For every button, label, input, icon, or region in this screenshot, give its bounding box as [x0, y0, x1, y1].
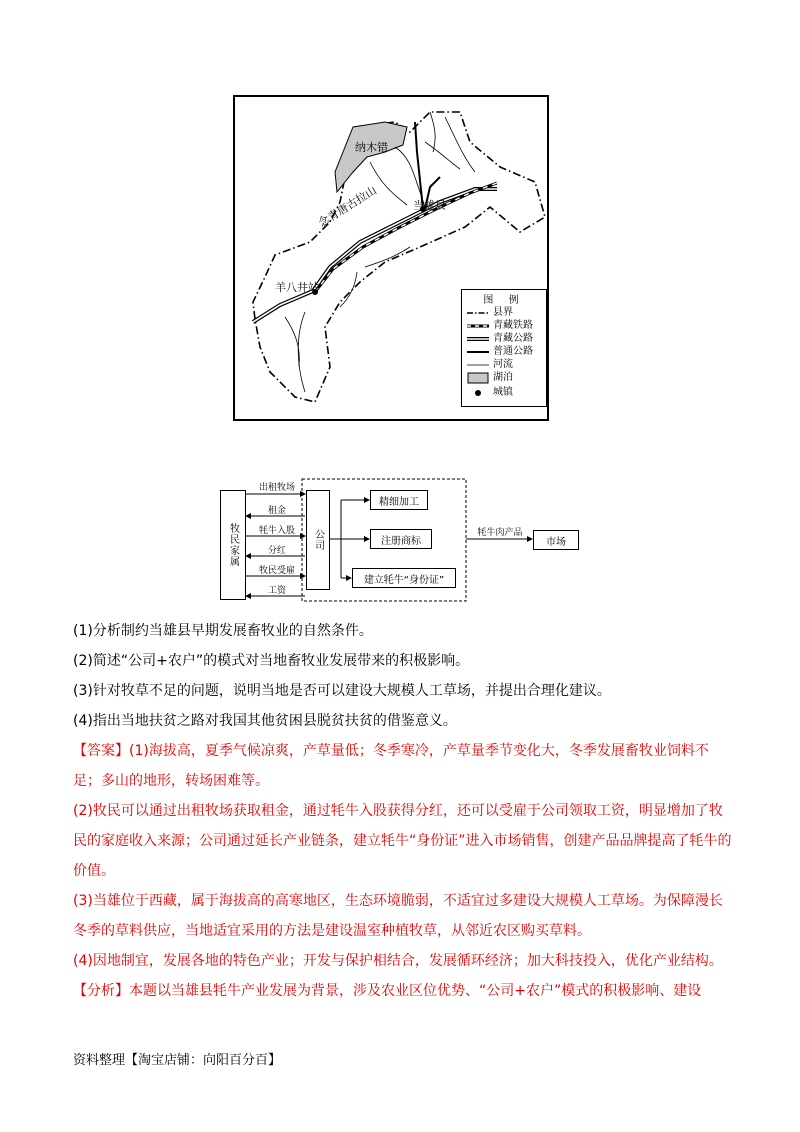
legend-lake: 湖泊 [466, 372, 546, 384]
mountain-label: 念青唐古拉山 [316, 183, 379, 230]
railway-symbol [466, 320, 490, 332]
highway-symbol [466, 333, 490, 345]
page-footer: 资料整理【淘宝店铺：向阳百分百】 [73, 1053, 282, 1068]
legend-railway: 青藏铁路 [466, 320, 546, 332]
answer-1: 【答案】(1)海拔高，夏季气候凉爽，产草量低；冬季寒冷，产草量季节变化大，冬季发展畜牧业饲料不足；多山的地形，转场困难等。 [73, 743, 709, 789]
answer-4: (4)因地制宜，发展各地的特色产业；开发与保护相结合，发展循环经济；加大科技投入，优化产业结构。 [73, 953, 723, 969]
town-symbol [466, 387, 490, 399]
answer-block [73, 736, 733, 1006]
flow-label-yak-share: 牦牛入股 [258, 526, 295, 536]
lake-label: 纳木错 [355, 141, 388, 154]
company-box: 公司 [306, 490, 330, 590]
flow-diagram [219, 478, 581, 603]
river-symbol [466, 359, 490, 371]
trademark-box: 注册商标 [370, 529, 432, 549]
legend-town: 城镇 [466, 387, 546, 399]
legend-county-boundary: 县界 [466, 307, 546, 319]
answer-2: (2)牧民可以通过出租牧场获取租金，通过牦牛入股获得分红，还可以受雇于公司领取工资，明显增加了牧民的家庭收入来源；公司通过延长产业链条，建立牦牛“身份证”进入市场销售，创建产品品牌提高了牦牛的价值。 [73, 803, 732, 879]
flow-label-rent: 租金 [267, 506, 286, 516]
lake-symbol [466, 372, 490, 384]
legend-title: 图 例 [483, 295, 525, 306]
map-legend [461, 289, 547, 407]
answer-3: (3)当雄位于西藏，属于海拔高的高寒地区，生态环境脆弱，不适宜过多建设大规模人工草场。为保障漫长冬季的草料供应，当地适宜采用的方法是建设温室种植牧草，从邻近农区购买草料。 [73, 893, 723, 939]
fine-processing-box: 精细加工 [370, 490, 428, 510]
question-2: (2)简述“公司+农户”的模式对当地畜牧业发展带来的积极影响。 [73, 653, 470, 669]
station-label: 羊八井站 [275, 281, 319, 294]
flow-label-yak-meat: 牦牛肉产品 [477, 528, 523, 538]
legend-river: 河流 [466, 359, 546, 371]
household-box: 牧民家属 [220, 490, 246, 600]
county-label: 当雄县 [413, 199, 446, 212]
flow-label-wage: 工资 [267, 586, 286, 596]
legend-highway: 青藏公路 [466, 333, 546, 345]
flow-label-employment: 牧民受雇 [258, 566, 295, 576]
question-4: (4)指出当地扶贫之路对我国其他贫困县脱贫扶贫的借鉴意义。 [73, 713, 457, 729]
question-1: (1)分析制约当雄县早期发展畜牧业的自然条件。 [73, 623, 373, 639]
flow-label-dividend: 分红 [267, 546, 286, 556]
question-3: (3)针对牧草不足的问题，说明当地是否可以建设大规模人工草场，并提出合理化建议。 [73, 683, 611, 699]
analysis-text: 【分析】本题以当雄县牦牛产业发展为背景，涉及农业区位优势、“公司+农户”模式的积极影响、建设 [73, 983, 702, 999]
market-box: 市场 [533, 530, 579, 550]
yak-id-box: 建立牦牛“身份证” [352, 568, 456, 588]
legend-road: 普通公路 [466, 346, 546, 358]
flow-label-rent-pasture: 出租牧场 [258, 483, 295, 493]
map-figure [233, 95, 549, 421]
county-boundary-symbol [466, 307, 490, 319]
road-symbol [466, 346, 490, 358]
